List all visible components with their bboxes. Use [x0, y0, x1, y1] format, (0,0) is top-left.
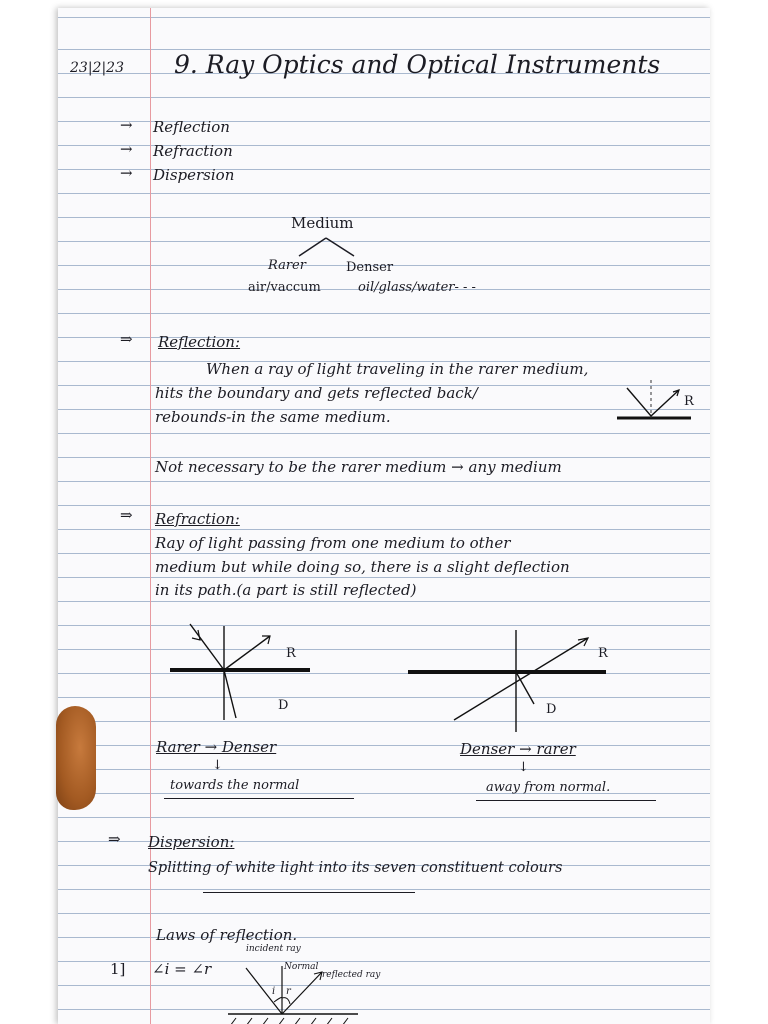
refraction-right-r-label: R — [598, 646, 608, 661]
medium-right-example: oil/glass/water- - - — [358, 280, 476, 295]
reflection-line: When a ray of light traveling in the rarer medium, — [206, 360, 589, 378]
laws-heading: Laws of reflection. — [156, 926, 298, 944]
section-arrow: ⇒ — [108, 830, 121, 848]
laws-angle-i: i — [272, 986, 276, 997]
topic-item: Reflection — [153, 118, 230, 136]
refraction-right-caption: Denser → rarer — [460, 740, 576, 758]
section-arrow: ⇒ — [120, 506, 133, 524]
refraction-line: Ray of light passing from one medium to other — [155, 534, 511, 552]
refraction-right-d-label: D — [546, 702, 557, 717]
separator-rule — [203, 892, 415, 893]
date: 23|2|23 — [70, 60, 124, 76]
laws-angle-r: r — [286, 986, 291, 997]
down-arrow: ↓ — [518, 760, 529, 775]
refraction-line: medium but while doing so, there is a slight deflection — [155, 558, 570, 576]
notebook-page — [58, 8, 710, 1024]
medium-left-example: air/vaccum — [248, 280, 321, 295]
refraction-left-d-label: D — [278, 698, 289, 713]
refraction-diagrams — [58, 608, 710, 728]
laws-reflected-label: reflected ray — [322, 970, 381, 980]
dispersion-heading: Dispersion: — [148, 833, 235, 851]
laws-incident-label: incident ray — [246, 944, 301, 954]
refraction-left-result: towards the normal — [170, 778, 300, 793]
topic-arrow: → — [120, 140, 133, 158]
topic-item: Refraction — [153, 142, 233, 160]
medium-root: Medium — [291, 214, 354, 232]
dispersion-line: Splitting of white light into its seven constituent colours — [148, 860, 563, 876]
laws-diagram — [218, 948, 438, 1024]
finger-photo-artifact — [56, 706, 96, 810]
medium-right: Denser — [346, 260, 394, 275]
page-title: 9. Ray Optics and Optical Instruments — [174, 50, 661, 79]
medium-left: Rarer — [268, 258, 306, 273]
laws-equation: ∠i = ∠r — [152, 960, 212, 978]
refraction-right-result: away from normal. — [486, 780, 611, 795]
topic-arrow: → — [120, 164, 133, 182]
reflection-line: hits the boundary and gets reflected back/ — [155, 384, 478, 402]
refraction-line: in its path.(a part is still reflected) — [155, 581, 417, 599]
refraction-left-caption: Rarer → Denser — [156, 738, 277, 756]
reflection-note: Not necessary to be the rarer medium → any medium — [155, 458, 562, 476]
reflection-heading: Reflection: — [158, 333, 241, 351]
topic-item: Dispersion — [153, 166, 235, 184]
laws-normal-label: Normal — [284, 962, 319, 972]
refraction-heading: Refraction: — [155, 510, 240, 528]
underline-rule — [476, 800, 656, 801]
laws-item-number: 1] — [110, 960, 126, 978]
section-arrow: ⇒ — [120, 330, 133, 348]
down-arrow: ↓ — [212, 758, 223, 773]
topic-arrow: → — [120, 116, 133, 134]
reflection-diagram-label: R — [684, 394, 694, 409]
underline-rule — [164, 798, 354, 799]
reflection-line: rebounds-in the same medium. — [155, 408, 391, 426]
refraction-left-r-label: R — [286, 646, 296, 661]
